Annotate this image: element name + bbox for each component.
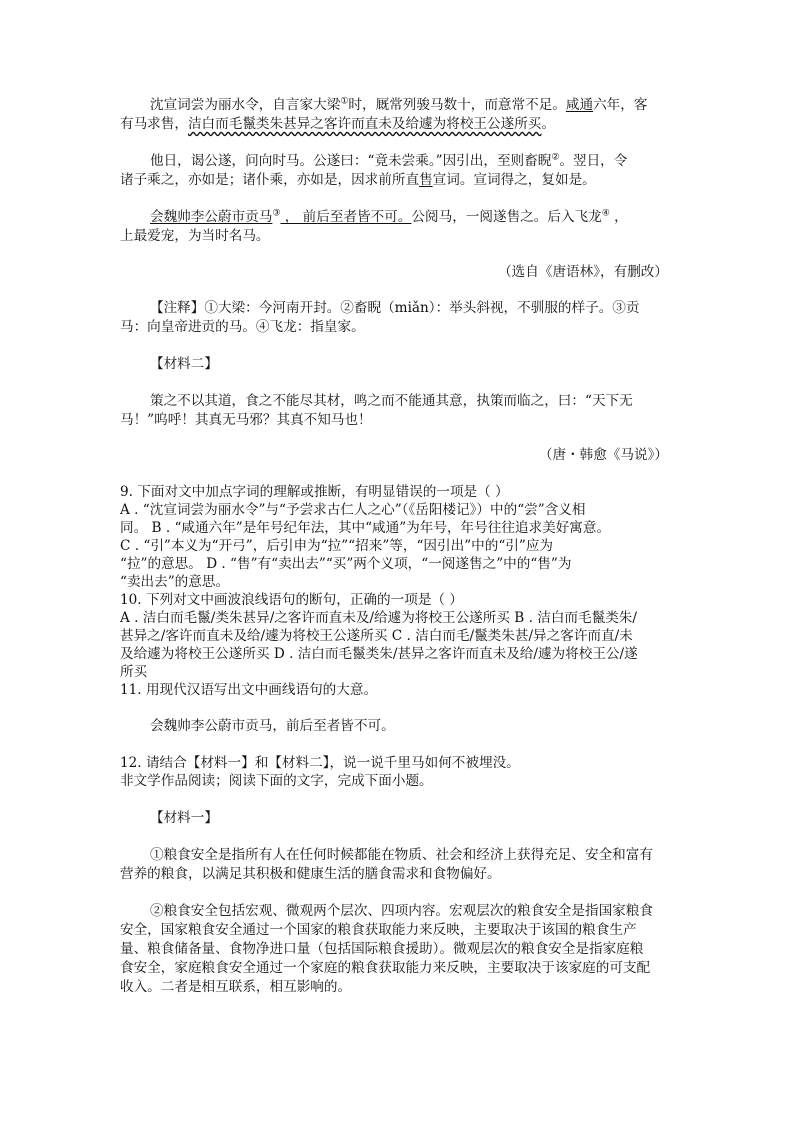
question-11-sentence: 会魏帅李公蔚市贡马，前后至者皆不可。 (150, 718, 395, 734)
question-10-line2: A . 洁白而毛鬣/类朱甚异/之客许而直未及/给遽为将校王公遂所买 B . 洁白而毛鬣类朱/ (120, 610, 637, 626)
food-p2-line5: 收入。二者是相互联系，相互影响的。 (120, 979, 352, 995)
question-10-line3: 甚异之/客许而直未及给/遽为将校王公遂所买 C . 洁白而毛/鬣类朱甚/异之客许而直/未 (120, 628, 633, 644)
text-run: 公阅马，一阅遂售之。后入飞龙 (411, 209, 602, 225)
food-p2-line4: 食安全，家庭粮食安全通过一个家庭的粮食获取能力来反映，主要取决于该家庭的可支配 (120, 960, 651, 976)
food-p2-line2: 安全，国家粮食安全通过一个国家的粮食获取能力来反映，主要取决于该国的粮食生产 (120, 922, 637, 938)
food-p2-line1: ②粮食安全包括宏观、微观两个层次、四项内容。宏观层次的粮食安全是指国家粮食 (150, 903, 653, 919)
text-run: 宣词。宣词得之，复如是。 (432, 172, 596, 188)
material1-p2-line1 (150, 153, 710, 170)
text-run: 他日，谒公遂，问向时马。公遂曰：“竟未尝乘。”因引出，至则畜睨 (150, 153, 552, 169)
material1-p1-line1 (150, 97, 710, 114)
text-run: 沈宣词尝为丽水令，自言家大梁 (150, 97, 341, 113)
text-run: 有马求售， (120, 116, 188, 132)
question-9-line3: 同。 B . “咸通六年”是年号纪年法，其中“咸通”为年号，年号往往追求美好寓意。 (120, 520, 611, 536)
material1-p3-line1 (150, 209, 710, 226)
material1-p1-line2 (120, 116, 680, 133)
material2-line1: 策之不以其道，食之不能尽其材，鸣之而不能通其意，执策而临之，曰：“天下无 (150, 393, 633, 409)
question-9-line2: A . “沈宣词尝为丽水令”与“予尝求古仁人之心”（《岳阳楼记》）中的“尝”含义相 (120, 502, 586, 518)
text-run: 时，厩常列骏马数十，而意常不足。 (348, 97, 566, 113)
footnote-marker: ③ (272, 208, 281, 219)
material2-line2: 马！”呜呼！其真无马邪？其真不知马也！ (120, 412, 372, 428)
era-name-underlined: 咸通 (565, 97, 594, 113)
footnote-marker: ① (340, 96, 349, 107)
question-9: 9. 下面对文中加点字词的理解或推断，有明显错误的一项是（ ） (120, 484, 509, 500)
text-run: 诸子乘之，亦如是；诸仆乘，亦如是，因求前所直 (120, 172, 420, 188)
material1b-heading: 【材料一】 (150, 810, 218, 826)
material1-p2-line2 (120, 172, 680, 189)
text-run: 六年，客 (593, 97, 648, 113)
food-p1-line1: ①粮食安全是指所有人在任何时候都能在物质、社会和经济上获得充足、安全和富有 (150, 847, 653, 863)
source-citation-2: （唐・韩愈《马说》） (538, 447, 668, 463)
question-12: 12. 请结合【材料一】和【材料二】，说一说千里马如何不被埋没。 (120, 755, 520, 771)
wavy-underlined-sentence: 洁白而毛鬣类朱甚异之客许而直未及给遽为将校王公遂所买 (187, 116, 542, 132)
question-10-line5: 所买 (120, 664, 148, 680)
food-p1-line2: 营养的粮食，以满足其积极和健康生活的膳食需求和食物偏好。 (120, 866, 501, 882)
notes-line1: 【注释】①大梁：今河南开封。②畜睨（miǎn）：举头斜视，不驯服的样子。③贡 (150, 300, 640, 316)
question-9-line6: “卖出去”的意思。 (120, 574, 230, 590)
underlined-sentence: ， 前后至者皆不可。 (280, 209, 412, 225)
food-p2-line3: 量、粮食储备量、食物净进口量（包括国际粮食援助）。微观层次的粮食安全是指家庭粮 (120, 941, 644, 957)
underlined-sentence: 会魏帅李公蔚市贡马 (150, 209, 273, 225)
footnote-marker: ② (551, 152, 560, 163)
text-run: 。翌日，令 (559, 153, 628, 169)
question-10: 10. 下列对文中画波浪线语句的断句，正确的一项是（ ） (120, 592, 463, 608)
nonliterary-instructions: 非文学作品阅读；阅读下面的文字，完成下面小题。 (120, 773, 433, 789)
dotted-word: 售 (419, 172, 433, 188)
text-run: 。 (541, 116, 555, 132)
question-9-line4: C . “引”本义为“开弓”，后引申为“拉”“招来”等，“因引出”中的“引”应为 (120, 538, 554, 554)
question-9-line5: “拉”的意思。 D . “售”有“卖出去”“买”两个义项，“一阅遂售之”中的“售”为 (120, 556, 572, 572)
text-run: ， (609, 209, 628, 225)
notes-line2: 马：向皇帝进贡的马。④飞龙：指皇家。 (120, 319, 365, 335)
question-11: 11. 用现代汉语写出文中画线语句的大意。 (120, 682, 378, 698)
material1-p3-line2: 上最爱宠，为当时名马。 (120, 228, 270, 244)
source-citation-1: （选自《唐语林》，有删改） (498, 264, 668, 280)
question-10-line4: 及给遽为将校王公遂所买 D . 洁白而毛鬣类朱/甚异之客许而直未及给/遽为将校王公/遂 (120, 646, 638, 662)
material2-heading: 【材料二】 (150, 356, 218, 372)
footnote-marker: ④ (601, 208, 610, 219)
